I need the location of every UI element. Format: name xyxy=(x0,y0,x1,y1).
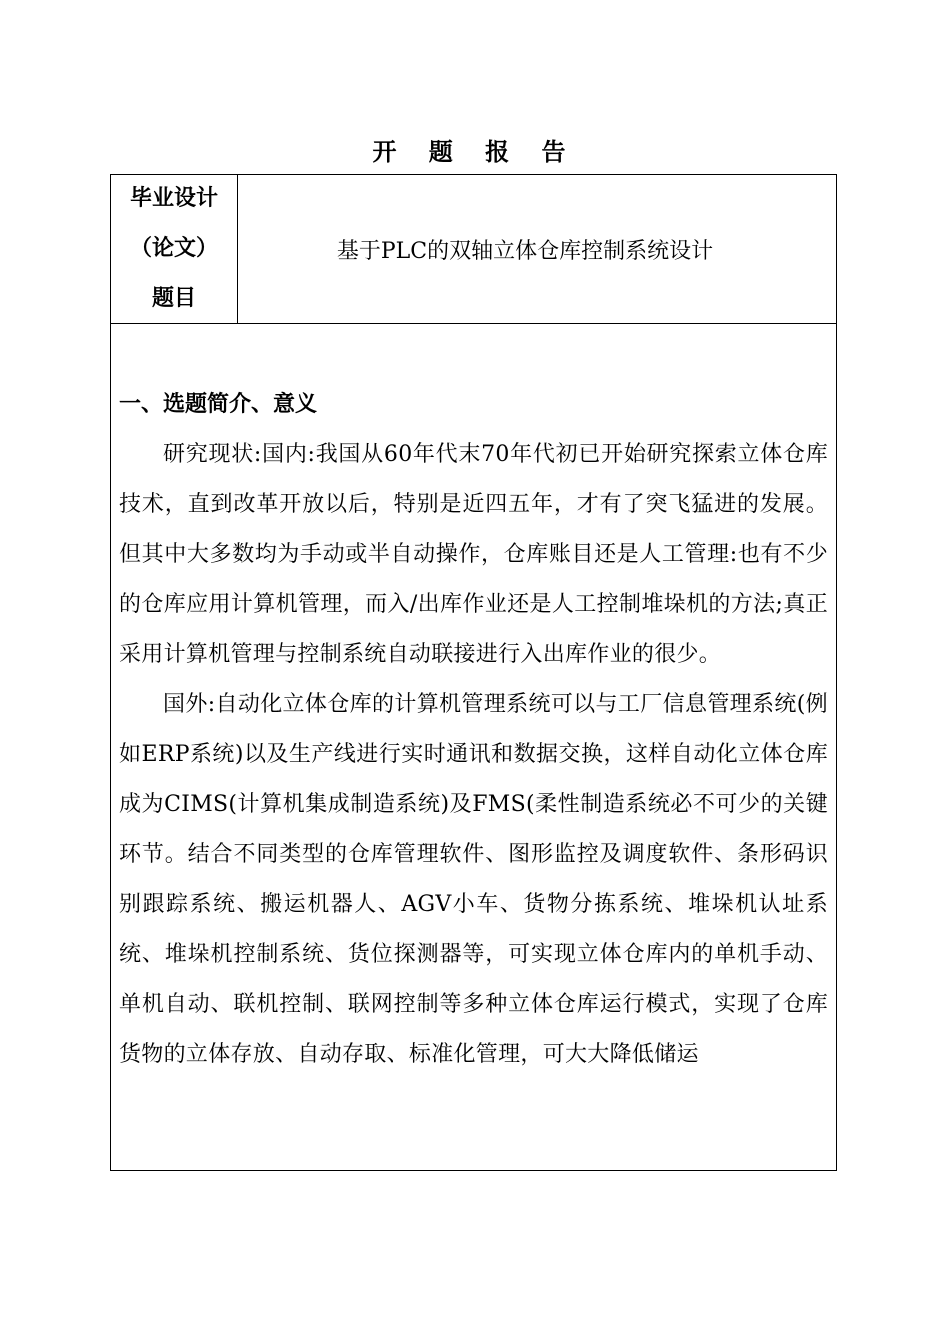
topic-row xyxy=(111,175,836,324)
topic-label-line: （论文） xyxy=(129,236,218,261)
document-title: 开 题 报 告 xyxy=(372,138,578,166)
topic-label-line: 毕业设计 xyxy=(129,186,218,211)
report-table xyxy=(110,174,837,1171)
section-heading: 一、选题简介、意义 xyxy=(119,392,318,417)
paragraph-foreign: 国外:自动化立体仓库的计算机管理系统可以与工厂信息管理系统(例如ERP系统)以及生产线进行实时通讯和数据交换，这样自动化立体仓库成为CIMS(计算机集成制造系统)及FMS(柔性制造系统必不可少的关键环节。结合不同类型的仓库管理软件、图形监控及调度软件、条形码识别跟踪系统、搬运机器人、AGV小车、货物分拣系统、堆垛机认址系统、堆垛机控制系统、货位探测器等，可实现立体仓库内的单机手动、单机自动、联机控制、联网控制等多种立体仓库运行模式，实现了仓库货物的立体存放、自动存取、标准化管理，可大大降低储运 xyxy=(119,692,828,1067)
topic-label xyxy=(111,175,238,323)
content-cell xyxy=(111,324,836,1170)
paragraph-domestic: 研究现状:国内:我国从60年代末70年代初已开始研究探索立体仓库技术，直到改革开放以后，特别是近四五年，才有了突飞猛进的发展。但其中大多数均为手动或半自动操作，仓库账目还是人工管理:也有不少的仓库应用计算机管理，而入/出库作业还是人工控制堆垛机的方法;真正采用计算机管理与控制系统自动联接进行入出库作业的很少。 xyxy=(119,442,828,667)
topic-value: 基于PLC的双轴立体仓库控制系统设计 xyxy=(336,238,714,264)
topic-label-line: 题目 xyxy=(151,286,196,311)
